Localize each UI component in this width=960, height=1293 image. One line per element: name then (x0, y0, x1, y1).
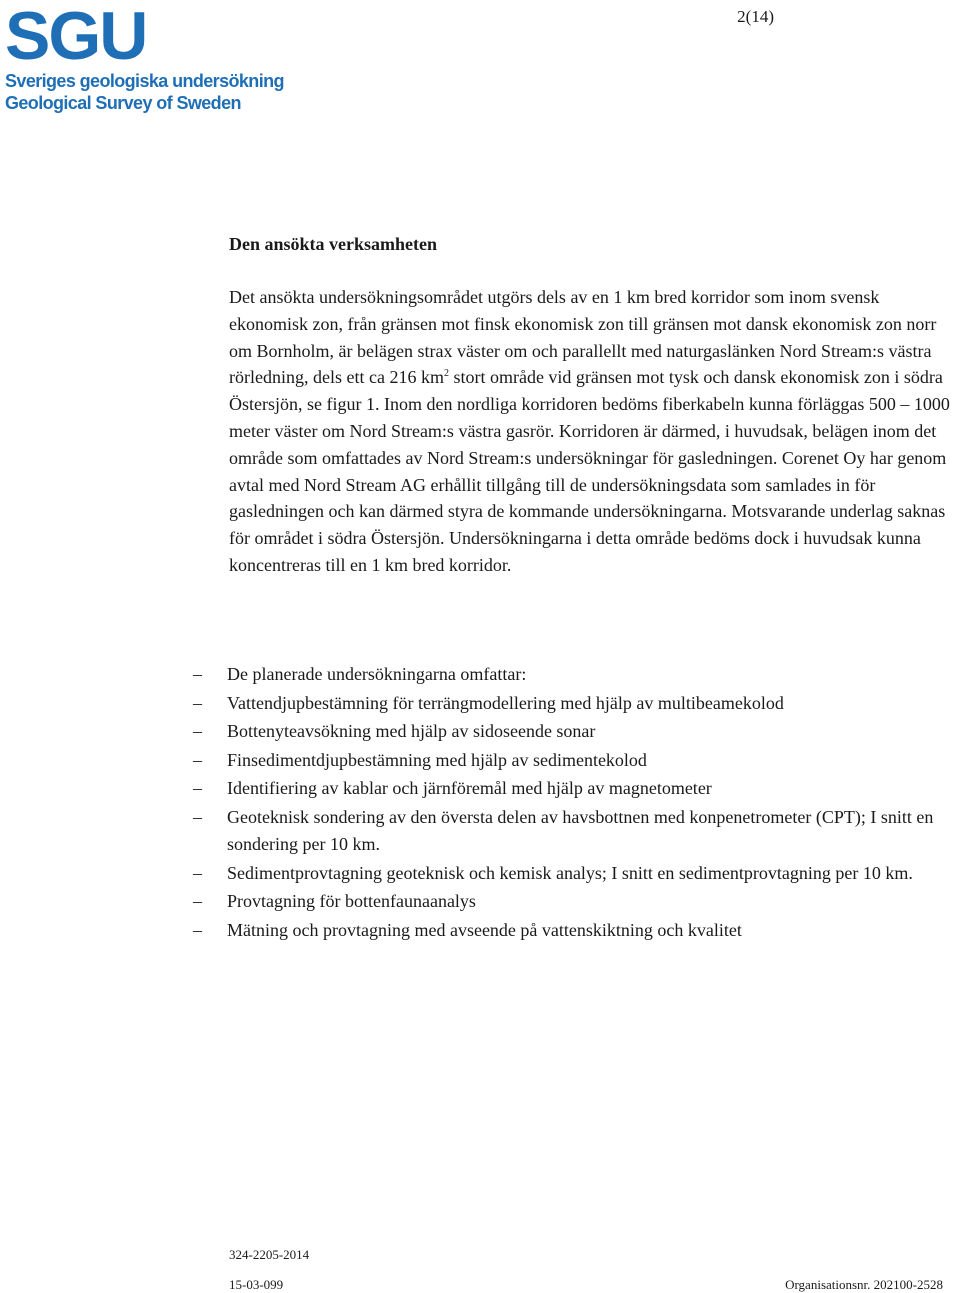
footer-reference-number: 324-2205-2014 (229, 1247, 310, 1262)
dash-bullet: – (193, 778, 202, 799)
logo-name-english: Geological Survey of Sweden (5, 93, 241, 113)
list-item-text: Bottenyteavsökning med hjälp av sidoseende sonar (227, 721, 596, 742)
sgu-logo (5, 0, 284, 114)
list-item (193, 860, 958, 887)
list-item-text: Sedimentprovtagning geoteknisk och kemisk analys; I snitt en sedimentprovtagning per 10 km. (227, 862, 913, 883)
dash-bullet: – (193, 862, 202, 883)
list-item-text: De planerade undersökningarna omfattar: (227, 664, 527, 684)
list-item-text: Geoteknisk sondering av den översta delen av havsbottnen med konpenetrometer (CPT); I snitt en sondering per 10 km. (227, 806, 934, 854)
dash-bullet: – (193, 919, 202, 940)
list-item-text: Identifiering av kablar och järnföremål med hjälp av magnetometer (227, 778, 712, 799)
dash-bullet: – (193, 749, 202, 770)
list-item-text: Vattendjupbestämning för terrängmodellering med hjälp av multibeamekolod (227, 692, 784, 713)
list-item-text: Mätning och provtagning med avseende på vattenskiktning och kvalitet (227, 919, 742, 940)
page-number: 2(14) (737, 7, 774, 26)
list-item-text: Provtagning för bottenfaunaanalys (227, 891, 476, 912)
dash-bullet: – (193, 891, 202, 912)
logo-name-swedish: Sveriges geologiska undersökning (5, 71, 284, 91)
footer-organisation-number: Organisationsnr. 202100-2528 (785, 1277, 943, 1292)
list-item (193, 804, 958, 858)
list-item (193, 718, 958, 745)
dash-bullet: – (193, 692, 202, 713)
dash-bullet: – (193, 664, 202, 684)
list-item (193, 747, 958, 774)
list-item (193, 661, 958, 688)
dash-bullet: – (193, 806, 202, 827)
survey-list (193, 661, 958, 945)
section-heading: Den ansökta verksamheten (229, 234, 438, 254)
list-item (193, 888, 958, 915)
list-item (193, 917, 958, 944)
body-paragraph (229, 284, 960, 579)
logo-mark: SGU (5, 0, 147, 74)
body-paragraph-part1: Det ansökta undersökningsområdet utgörs dels av en 1 km bred korridor som inom svensk ekonomisk zon, från gränsen mot finsk ekonomisk zon till gränsen mot dansk ekonomisk zon norr om Bornholm, är belägen strax väster om och parallellt med naturgaslänken Nord Stream:s västra rörledning, dels ett ca 216 km (229, 287, 937, 388)
list-item (193, 690, 958, 717)
superscript-two: 2 (443, 368, 449, 380)
footer-date: 15-03-099 (229, 1277, 284, 1292)
list-item-text: Finsedimentdjupbestämning med hjälp av sedimentekolod (227, 749, 647, 770)
dash-bullet: – (193, 721, 202, 742)
body-paragraph-part2: stort område vid gränsen mot tysk och dansk ekonomisk zon i södra Östersjön, se figur 1. Inom den nordliga korridoren bedöms fiberkabeln kunna förläggas 500 – 1000 meter väster om Nord Stream:s västra gasrör. Korridoren är därmed, i huvudsak, belägen inom det område som omfattades av Nord Stream:s undersökningar för gasledningen. Corenet Oy har genom avtal med Nord Stream AG erhållit tillgång till de undersökningsdata som samlades in för gasledningen och kan därmed styra de kommande undersökningarna. Motsvarande underlag saknas för området i södra Östersjön. Undersökningarna i detta område bedöms dock i huvudsak kunna koncentreras till en 1 km bred korridor. (229, 367, 950, 575)
list-item (193, 775, 958, 802)
